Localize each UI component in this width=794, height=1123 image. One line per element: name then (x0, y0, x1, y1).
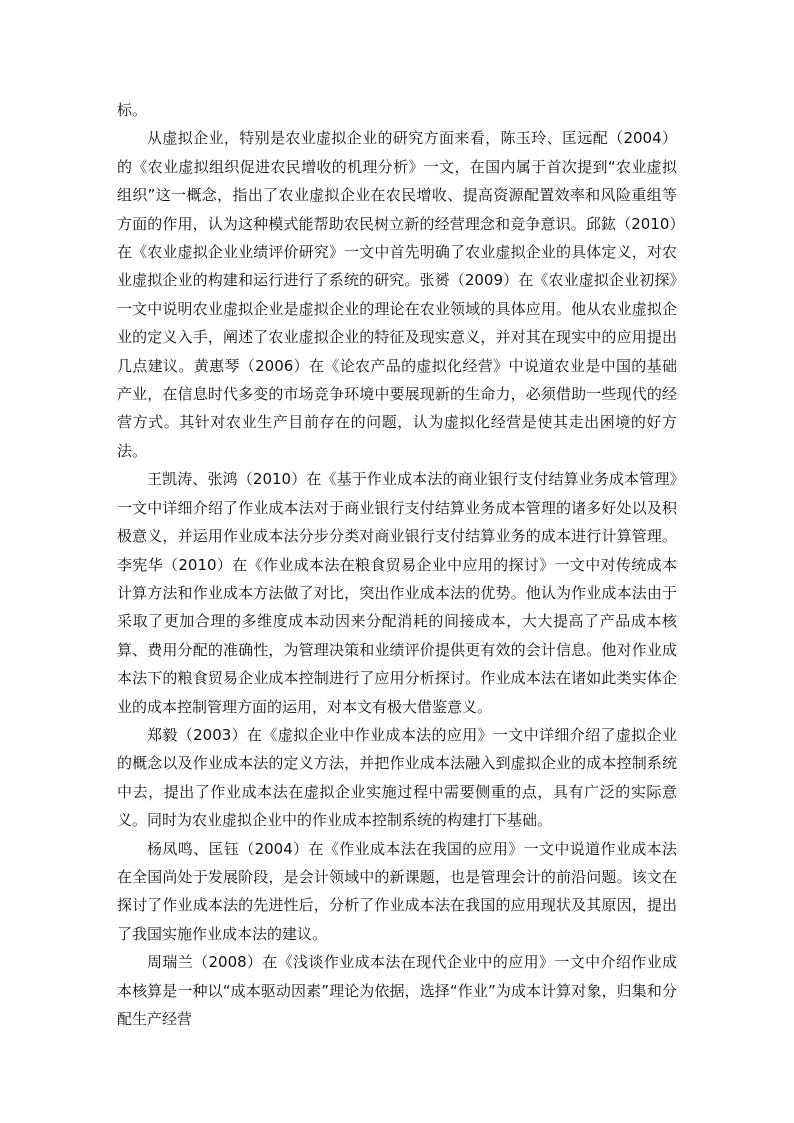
document-body (117, 96, 677, 1033)
paragraph-yang-fengming: 杨凤鸣、匡钰（2004）在《作业成本法在我国的应用》一文中说道作业成本法在全国尚处于发展阶段，是会计领域中的新课题，也是管理会计的前沿问题。该文在探讨了作业成本法的先进性后，分析了作业成本法在我国的应用现状及其原因，提出了我国实施作业成本法的建议。 (117, 839, 677, 943)
paragraph-activity-based-costing-banking: 王凯涛、张鸿（2010）在《基于作业成本法的商业银行支付结算业务成本管理》一文中详细介绍了作业成本法对于商业银行支付结算业务成本管理的诸多好处以及积极意义，并运用作业成本法分步分类对商业银行支付结算业务的成本进行计算管理。李宪华（2010）在《作业成本法在粮食贸易企业中应用的探讨》一文中对传统成本计算方法和作业成本方法做了对比，突出作业成本法的优势。他认为作业成本法由于采取了更加合理的多维度成本动因来分配消耗的间接成本，大大提高了产品成本核算、费用分配的准确性，为管理决策和业绩评价提供更有效的会计信息。他对作业成本法下的粮食贸易企业成本控制进行了应用分析探讨。作业成本法在诸如此类实体企业的成本控制管理方面的运用，对本文有极大借鉴意义。 (117, 470, 677, 716)
paragraph-zheng-yi: 郑毅（2003）在《虚拟企业中作业成本法的应用》一文中详细介绍了虚拟企业的概念以及作业成本法的定义方法，并把作业成本法融入到虚拟企业的成本控制系统中去，提出了作业成本法在虚拟企业实施过程中需要侧重的点，具有广泛的实际意义。同时为农业虚拟企业中的作业成本控制系统的构建打下基础。 (117, 725, 677, 830)
paragraph-zhou-ruilan: 周瑞兰（2008）在《浅谈作业成本法在现代企业中的应用》一文中介绍作业成本核算是一种以“成本驱动因素”理论为依据，选择“作业”为成本计算对象，归集和分配生产经营 (117, 953, 677, 1028)
paragraph-virtual-enterprise-research: 从虚拟企业，特别是农业虚拟企业的研究方面来看，陈玉玲、匡远配（2004）的《农业虚拟组织促进农民增收的机理分析》一文，在国内属于首次提到“农业虚拟组织”这一概念，指出了农业虚拟企业在农民增收、提高资源配置效率和风险重组等方面的作用，认为这种模式能帮助农民树立新的经营理念和竞争意识。邱鈜（2010）在《农业虚拟企业业绩评价研究》一文中首先明确了农业虚拟企业的具体定义，对农业虚拟企业的构建和运行进行了系统的研究。张赟（2009）在《农业虚拟企业初探》一文中说明农业虚拟企业是虚拟企业的理论在农业领域的具体应用。他从农业虚拟企业的定义入手，阐述了农业虚拟企业的特征及现实意义，并对其在现实中的应用提出几点建议。黄惠琴（2006）在《论农产品的虚拟化经营》中说道农业是中国的基础产业，在信息时代多变的市场竞争环境中要展现新的生命力，必须借助一些现代的经营方式。其针对农业生产目前存在的问题，认为虚拟化经营是使其走出困境的好方法。 (117, 129, 677, 460)
paragraph-continuation: 标。 (117, 101, 148, 119)
